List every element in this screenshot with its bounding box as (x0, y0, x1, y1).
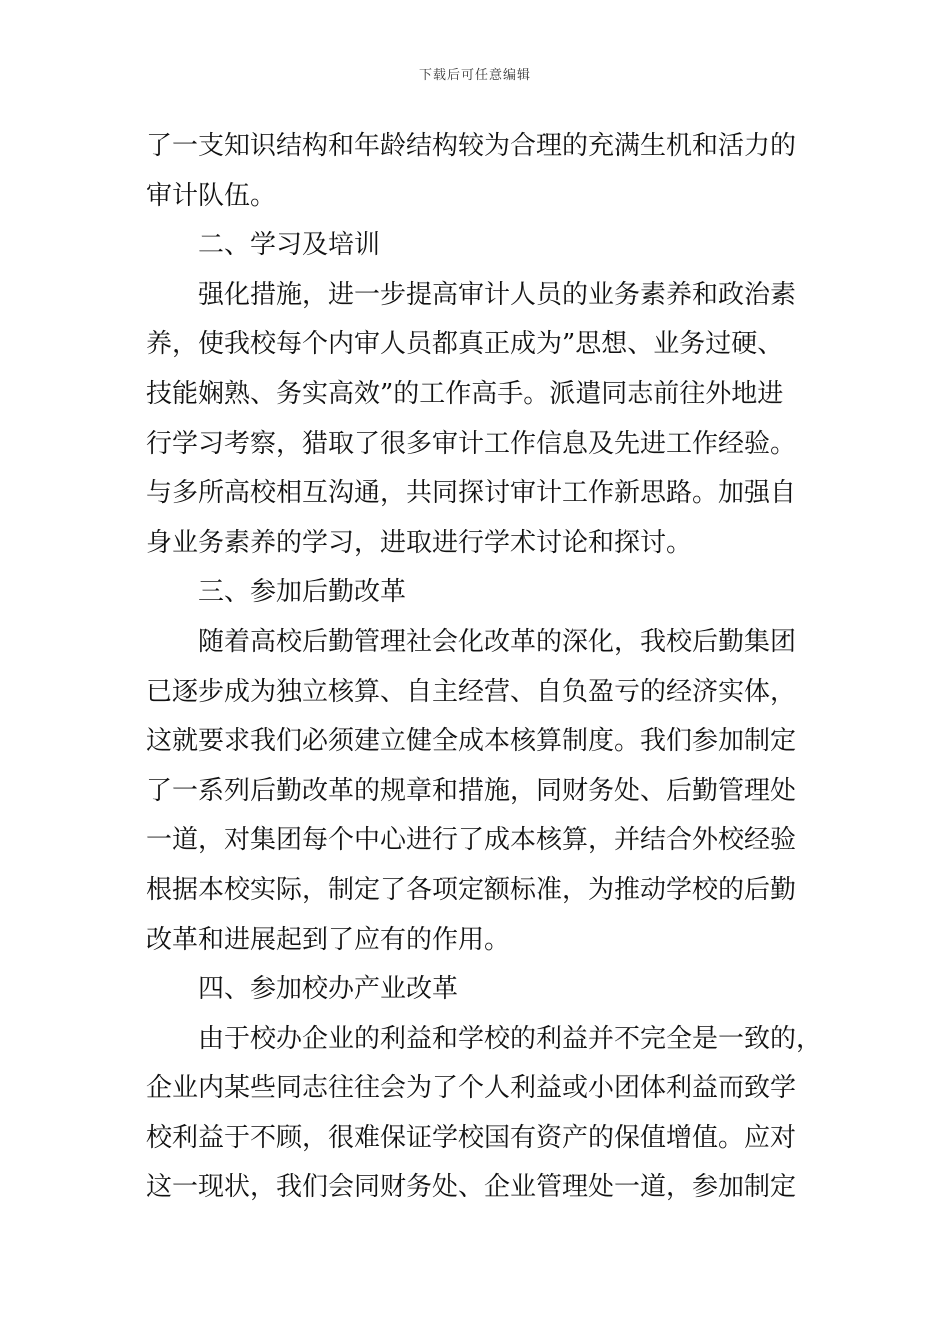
text-line: 养，使我校每个内审人员都真正成为”思想、业务过硬、 (146, 329, 784, 360)
text-line: 随着高校后勤管理社会化改革的深化，我校后勤集团 (198, 626, 797, 657)
document-body (146, 122, 823, 1213)
text-line: 技能娴熟、务实高效”的工作高手。派遣同志前往外地进 (146, 378, 784, 409)
page-header: 下载后可任意编辑 (418, 68, 531, 83)
text-line: 已逐步成为独立核算、自主经营、自负盈亏的经济实体， (146, 676, 797, 707)
text-line: 改革和进展起到了应有的作用。 (146, 924, 511, 955)
text-line: 四、参加校办产业改革 (198, 974, 459, 1005)
text-line: 由于校办企业的利益和学校的利益并不完全是一致的， (198, 1023, 823, 1054)
text-line: 了一系列后勤改革的规章和措施，同财务处、后勤管理处 (146, 775, 797, 806)
text-line: 校利益于不顾，很难保证学校国有资产的保值增值。应对 (146, 1122, 797, 1153)
text-line: 根据本校实际，制定了各项定额标准，为推动学校的后勤 (146, 874, 797, 905)
text-line: 这一现状，我们会同财务处、企业管理处一道，参加制定 (146, 1172, 797, 1203)
text-line: 三、参加后勤改革 (198, 577, 407, 608)
text-line: 企业内某些同志往往会为了个人利益或小团体利益而致学 (146, 1073, 797, 1104)
text-line: 了一支知识结构和年龄结构较为合理的充满生机和活力的 (146, 131, 797, 161)
text-line: 这就要求我们必须建立健全成本核算制度。我们参加制定 (146, 726, 797, 757)
text-line: 强化措施，进一步提高审计人员的业务素养和政治素 (198, 279, 797, 310)
text-line: 与多所高校相互沟通，共同探讨审计工作新思路。加强自 (146, 478, 797, 509)
text-line: 审计队伍。 (146, 180, 277, 211)
text-line: 一道，对集团每个中心进行了成本核算，并结合外校经验 (146, 825, 797, 856)
text-line: 行学习考察，猎取了很多审计工作信息及先进工作经验。 (146, 428, 797, 459)
text-line: 二、学习及培训 (198, 230, 381, 261)
text-line: 身业务素养的学习，进取进行学术讨论和探讨。 (146, 527, 693, 558)
